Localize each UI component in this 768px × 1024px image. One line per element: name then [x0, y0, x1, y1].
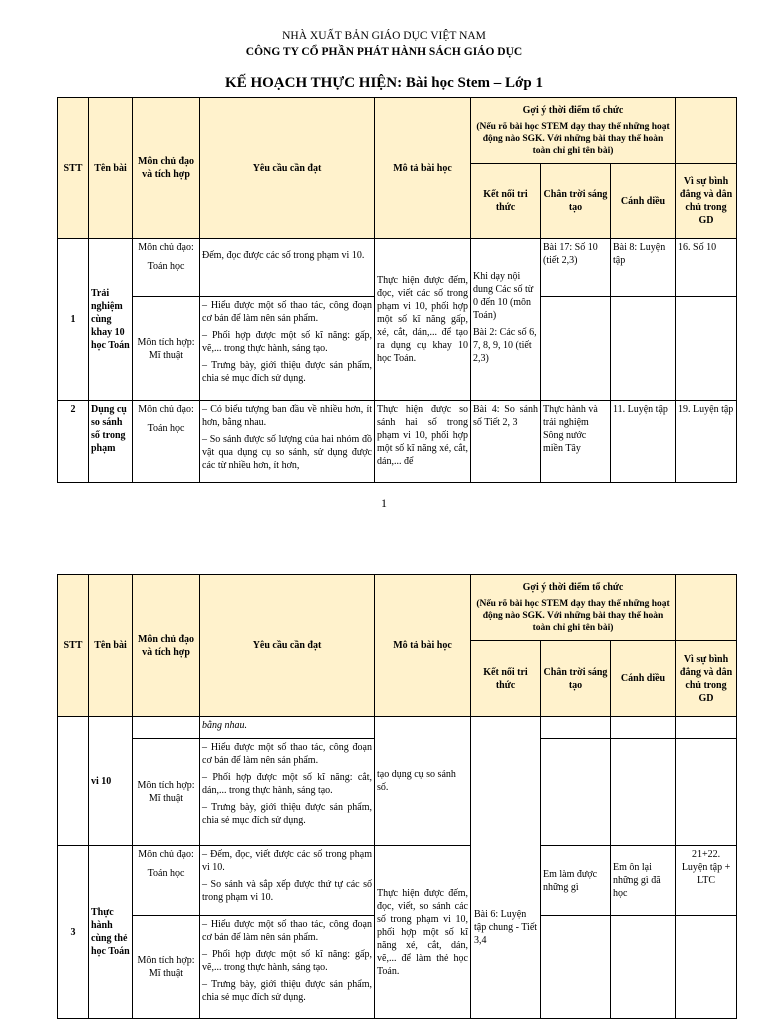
row-chan-troi-empty [541, 297, 611, 401]
requirement-line: – Phối hợp được một số kĩ năng: gấp, vẽ,... trong thực hành, sáng tạo. [202, 330, 372, 354]
row-mon-cont [133, 717, 200, 739]
row-vi-su-empty [676, 916, 737, 1019]
goi-y-note: (Nếu rõ bài học STEM dạy thay thế những hoạt động nào SGK. Với những bài thay thế hoàn toàn chỉ ghi tên bài) [476, 121, 670, 156]
subject-label: Môn chủ đạo: [138, 242, 194, 253]
row-ten-bai: Dụng cụ so sánh số trong phạm [89, 401, 133, 483]
row-ten-bai-cont: vi 10 [89, 717, 133, 846]
col-header-canh-dieu: Cánh diều [611, 641, 676, 717]
col-header-canh-dieu: Cánh diều [611, 164, 676, 239]
row-chan-troi-empty [541, 916, 611, 1019]
subject-value: Toán học [147, 868, 185, 879]
row-vi-su-cont [676, 717, 737, 739]
row-mon-chu-dao [133, 401, 200, 483]
lesson-plan-table-page1 [57, 97, 737, 483]
row-vi-su-empty [676, 297, 737, 401]
row-canh-dieu-empty [611, 916, 676, 1019]
col-header-mon: Môn chủ đạo và tích hợp [133, 575, 200, 717]
row-mon-chu-dao [133, 239, 200, 297]
row-canh-dieu: 11. Luyện tập [611, 401, 676, 483]
row-chan-troi-empty [541, 739, 611, 846]
row-stt: 2 [58, 401, 89, 483]
page-number: 1 [381, 496, 387, 510]
lesson-plan-table-page2 [57, 574, 737, 1019]
requirement-line: – Có biểu tượng ban đầu về nhiều hơn, ít hơn, bằng nhau. [202, 404, 372, 428]
row-yc-chu-dao [200, 846, 375, 916]
col-header-blank [676, 575, 737, 641]
col-header-ket-noi: Kết nối tri thức [471, 641, 541, 717]
subject-label: Môn chủ đạo: [138, 404, 194, 415]
table-row [58, 846, 737, 916]
row-yc-tich-hop [200, 916, 375, 1019]
subject-value: Toán học [147, 423, 185, 434]
col-header-blank [676, 98, 737, 164]
publisher-name: NHÀ XUẤT BẢN GIÁO DỤC VIỆT NAM [282, 30, 486, 42]
row-canh-dieu: Bài 8: Luyện tập [611, 239, 676, 297]
row-mon-chu-dao [133, 846, 200, 916]
col-header-mo-ta: Mô tả bài học [375, 575, 471, 717]
row-vi-su: 16. Số 10 [676, 239, 737, 297]
row-yc-tich-hop [200, 297, 375, 401]
row-vi-su: 19. Luyện tập [676, 401, 737, 483]
company-name: CÔNG TY CỔ PHẦN PHÁT HÀNH SÁCH GIÁO DỤC [245, 46, 523, 58]
row3-ket-noi: Bài 6: Luyện tập chung - Tiết 3,4 [474, 909, 538, 946]
row-stt: 3 [58, 846, 89, 1019]
requirement-line: – Hiểu được một số thao tác, công đoạn cơ bản để làm nên sản phẩm. [202, 300, 372, 324]
row-canh-dieu-cont [611, 717, 676, 739]
requirement-line: – Hiểu được một số thao tác, công đoạn cơ bản để làm nên sản phẩm. [202, 742, 372, 766]
ket-noi-line: Bài 2: Các số 6, 7, 8, 9, 10 (tiết 2,3) [473, 327, 537, 364]
col-header-mon: Môn chủ đạo và tích hợp [133, 98, 200, 239]
col-header-chan-troi: Chân trời sáng tạo [541, 164, 611, 239]
row-mon-tich-hop: Môn tích hợp: Mĩ thuật [133, 916, 200, 1019]
col-header-chan-troi: Chân trời sáng tạo [541, 641, 611, 717]
col-header-stt: STT [58, 575, 89, 717]
col-header-vi-su: Vì sự bình đẳng và dân chủ trong GD [676, 164, 737, 239]
row-yc-chu-dao: Đếm, đọc được các số trong phạm vi 10. [200, 239, 375, 297]
ket-noi-line: Khi dạy nội dung Các số từ 0 đến 10 (môn Toán) [473, 271, 534, 321]
requirement-line: – Đếm, đọc, viết được các số trong phạm vi 10. [202, 849, 372, 873]
row-canh-dieu: Em ôn lại những gì đã học [611, 846, 676, 916]
table-row [58, 401, 737, 483]
requirement-line: – Phối hợp được một số kĩ năng: gấp, vẽ,... trong thực hành, sáng tạo. [202, 949, 372, 973]
row-chan-troi: Em làm được những gì [541, 846, 611, 916]
row-canh-dieu-empty [611, 297, 676, 401]
col-header-vi-su: Vì sự bình đẳng và dân chủ trong GD [676, 641, 737, 717]
subject-value: Toán học [147, 261, 185, 272]
table-row [58, 717, 737, 739]
row-yc [200, 401, 375, 483]
requirement-line: – Phối hợp được một số kĩ năng: cắt, dán,... trong thực hành, sáng tạo. [202, 772, 372, 796]
goi-y-note: (Nếu rõ bài học STEM dạy thay thế những hoạt động nào SGK. Với những bài thay thế hoàn toàn chỉ ghi tên bài) [476, 598, 670, 633]
col-header-ket-noi: Kết nối tri thức [471, 164, 541, 239]
row-chan-troi: Thực hành và trải nghiệm Sông nước miền Tây [541, 401, 611, 483]
requirement-line: – So sánh và sắp xếp được thứ tự các số trong phạm vi 10. [202, 879, 372, 903]
row-mo-ta-cont: tạo dụng cụ so sánh số. [375, 717, 471, 846]
goi-y-title: Gợi ý thời điểm tổ chức [522, 104, 624, 116]
row-chan-troi-cont [541, 717, 611, 739]
col-header-yeu-cau: Yêu cầu cần đạt [200, 575, 375, 717]
row-stt: 1 [58, 239, 89, 401]
requirement-line: – Trưng bày, giới thiệu được sản phẩm, chia sẻ mục đích sử dụng. [202, 360, 372, 384]
requirement-line: – Hiểu được một số thao tác, công đoạn cơ bản để làm nên sản phẩm. [202, 919, 372, 943]
requirement-line: – Trưng bày, giới thiệu được sản phẩm, chia sẻ mục đích sử dụng. [202, 979, 372, 1003]
col-header-goi-y [471, 98, 676, 164]
row-ket-noi: Bài 4: So sánh số Tiết 2, 3 [471, 401, 541, 483]
col-header-ten-bai: Tên bài [89, 98, 133, 239]
row-yc-cont: bằng nhau. [200, 717, 375, 739]
row-mon-tich-hop: Môn tích hợp: Mĩ thuật [133, 739, 200, 846]
row-ten-bai: Thực hành cùng thẻ học Toán [89, 846, 133, 1019]
requirement-line: – Trưng bày, giới thiệu được sản phẩm, chia sẻ mục đích sử dụng. [202, 802, 372, 826]
row-mo-ta: Thực hiện được so sánh hai số trong phạm vi 10, phối hợp một số kĩ năng xé, cắt, dán,... để [375, 401, 471, 483]
row-stt-cont [58, 717, 89, 846]
row-mo-ta: Thực hiện được đếm, đọc, viết các số trong phạm vi 10, phối hợp một số kĩ năng gấp, xé, cắt, dán,... để tạo ra dụng cụ khay 10 học Toán. [375, 239, 471, 401]
row-ten-bai: Trải nghiệm cùng khay 10 học Toán [89, 239, 133, 401]
col-header-mo-ta: Mô tả bài học [375, 98, 471, 239]
col-header-stt: STT [58, 98, 89, 239]
row-canh-dieu-empty [611, 739, 676, 846]
row-mon-tich-hop: Môn tích hợp: Mĩ thuật [133, 297, 200, 401]
subject-label: Môn chủ đạo: [138, 849, 194, 860]
document-title: KẾ HOẠCH THỰC HIỆN: Bài học Stem – Lớp 1 [225, 75, 543, 91]
row-ket-noi-cont [471, 717, 541, 1019]
row-chan-troi: Bài 17: Số 10 (tiết 2,3) [541, 239, 611, 297]
row-yc-tich-hop [200, 739, 375, 846]
col-header-ten-bai: Tên bài [89, 575, 133, 717]
row-vi-su: 21+22. Luyện tập + LTC [676, 846, 737, 916]
col-header-yeu-cau: Yêu cầu cần đạt [200, 98, 375, 239]
row-ket-noi [471, 239, 541, 401]
requirement-line: – So sánh được số lượng của hai nhóm đồ vật qua dụng cụ so sánh, sử dụng được các từ nhiều hơn, ít hơn, [202, 434, 372, 471]
table-row [58, 239, 737, 297]
goi-y-title: Gợi ý thời điểm tổ chức [522, 581, 624, 593]
col-header-goi-y [471, 575, 676, 641]
row-vi-su-empty [676, 739, 737, 846]
row-mo-ta: Thực hiện được đếm, đọc, viết, so sánh các số trong phạm vi 10, phối hợp một số kĩ năng xé, cắt, dán, vẽ,... để làm thẻ học Toán. [375, 846, 471, 1019]
